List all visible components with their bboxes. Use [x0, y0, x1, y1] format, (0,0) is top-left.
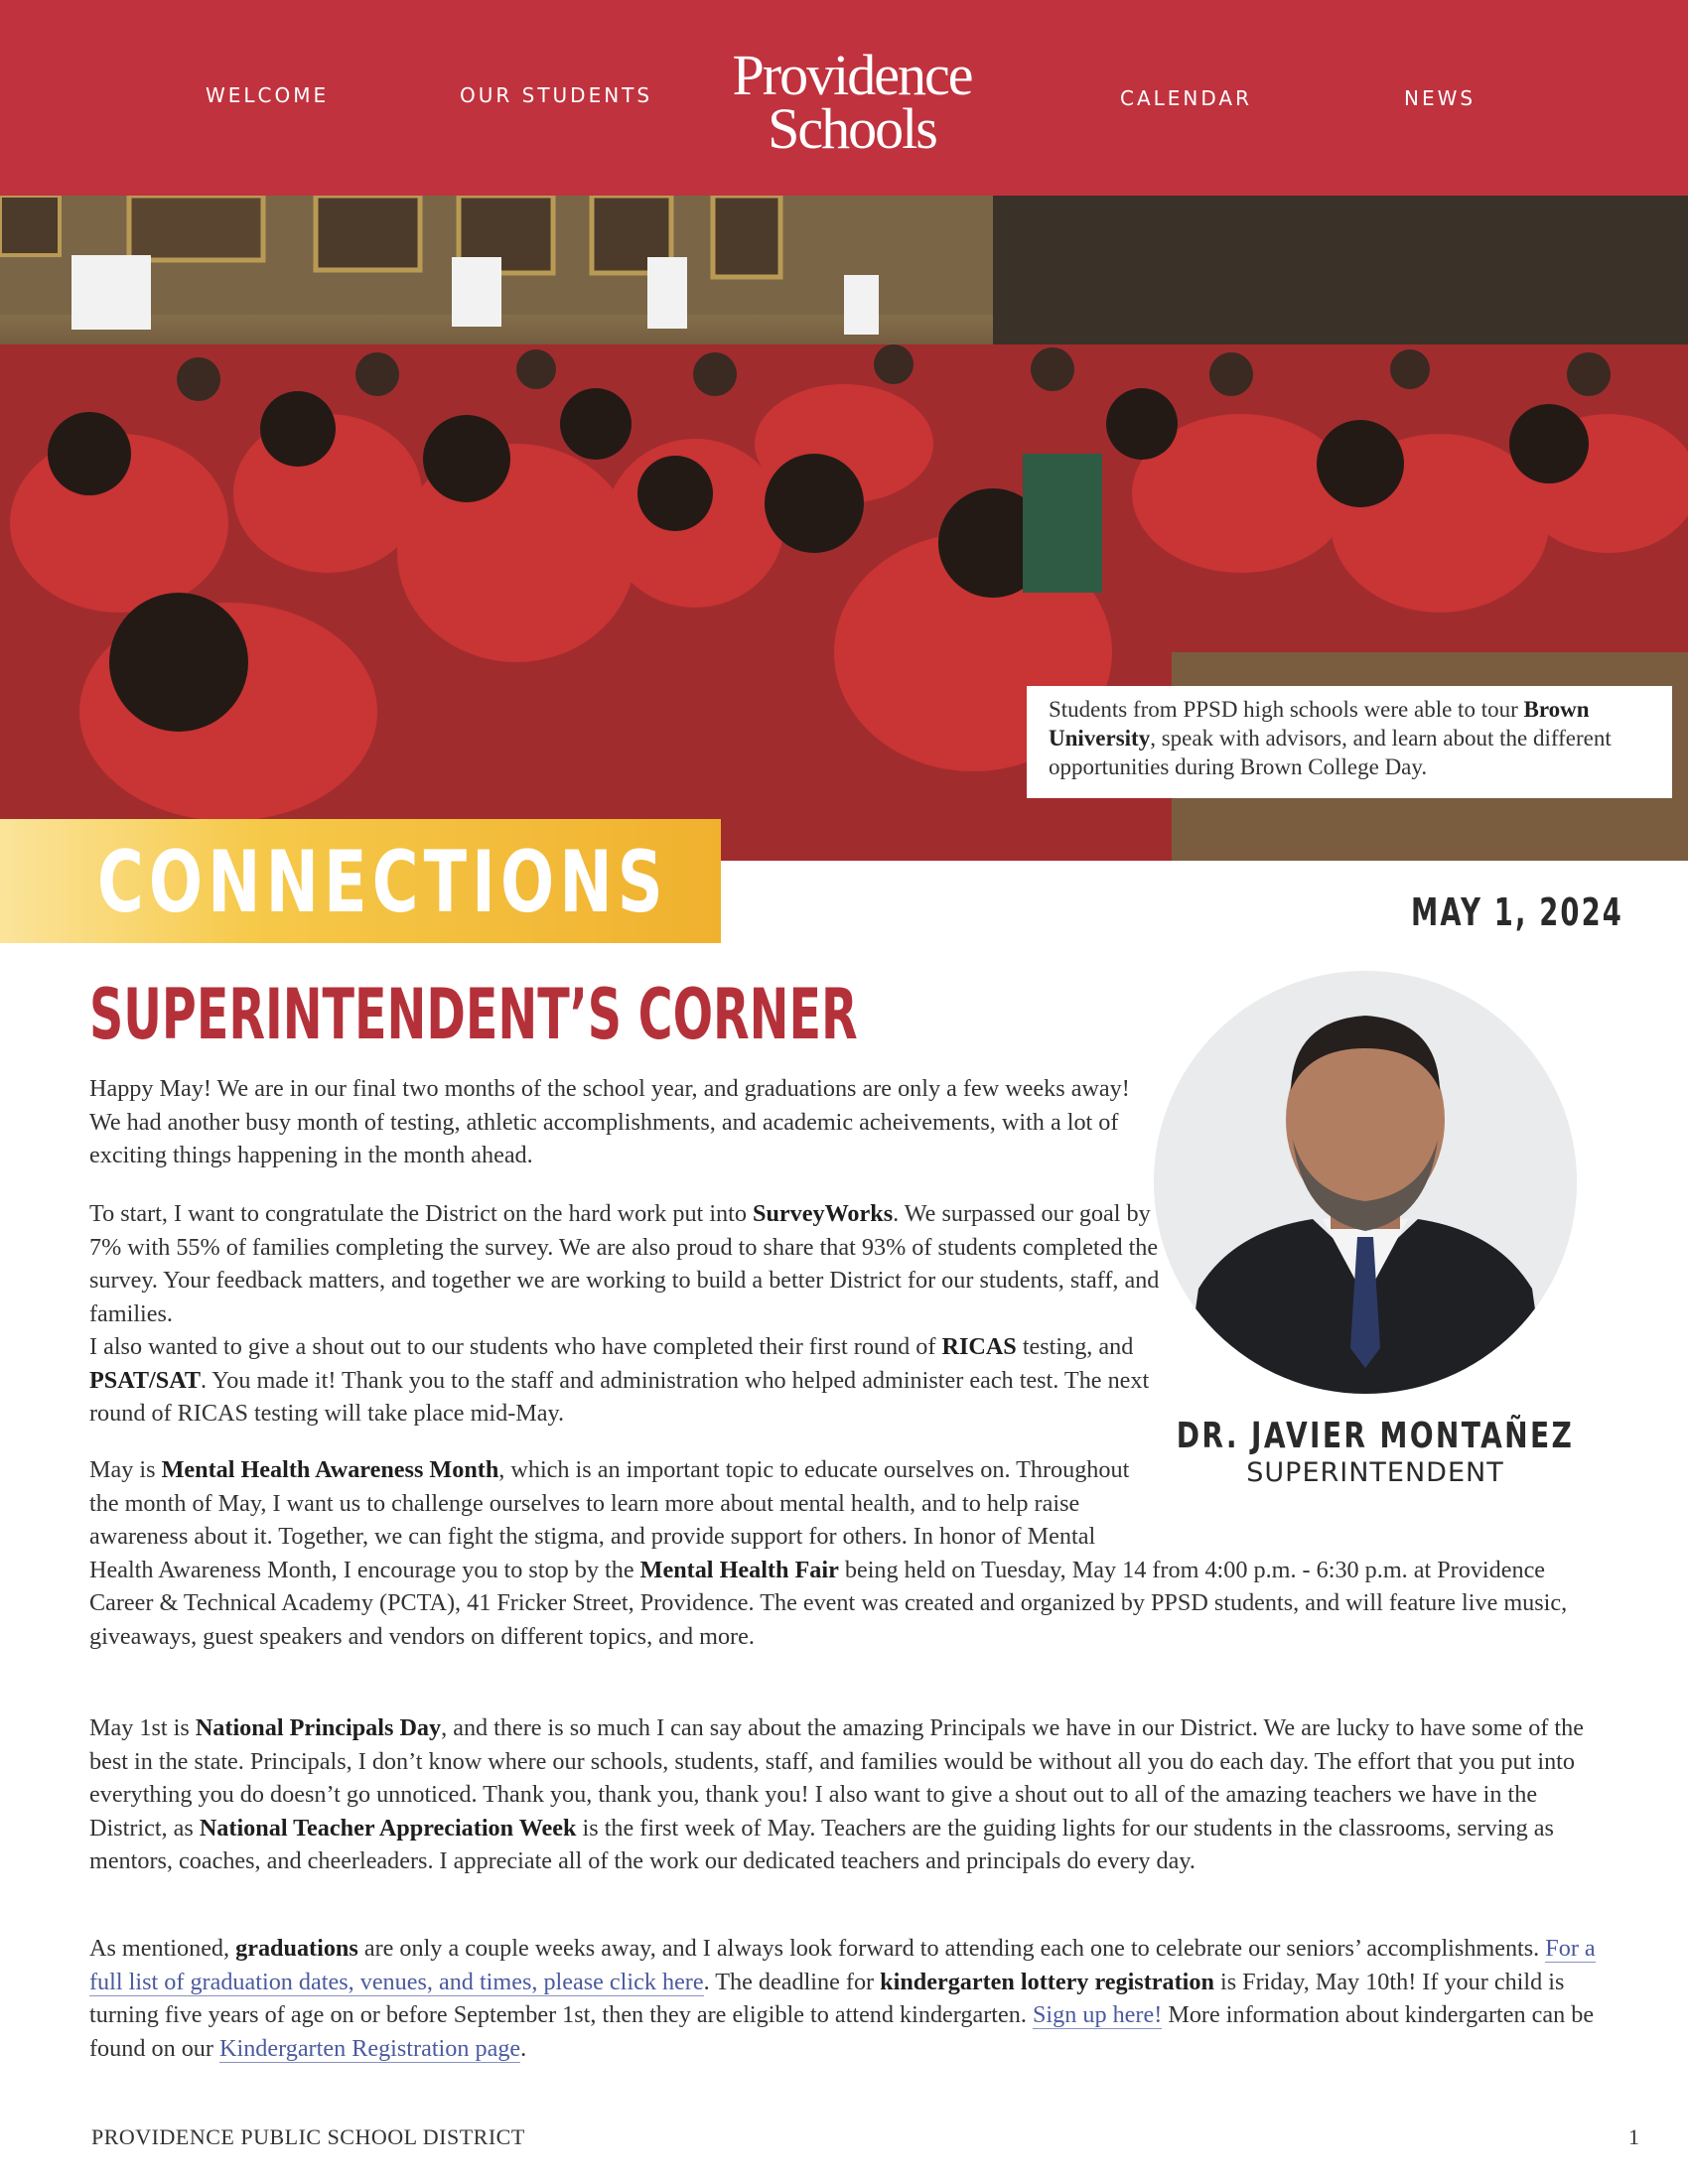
p5-graduations: graduations [235, 1935, 358, 1962]
nav-news[interactable]: NEWS [1404, 86, 1477, 110]
newsletter-title: CONNECTIONS [97, 833, 668, 932]
page-number: 1 [1628, 2124, 1639, 2149]
p3-mental-health-month: Mental Health Awareness Month [161, 1456, 499, 1483]
nav-our-students[interactable]: OUR STUDENTS [460, 83, 653, 107]
hero-photo-caption [1027, 686, 1672, 798]
p5-text-5: More information about kindergarten can be found on our [89, 2001, 1595, 2062]
paragraph-intro [89, 1072, 1142, 1172]
sign-up-link[interactable]: Sign up here! [1032, 2001, 1163, 2028]
caption-text-end: , speak with advisors, and learn about the different opportunities during Brown College Day. [1049, 726, 1612, 779]
p3-text-1: May is [89, 1456, 162, 1483]
paragraph-mental-health [89, 1453, 1589, 1653]
p5-text-6: . [520, 2034, 527, 2062]
p2-ricas: RICAS [941, 1333, 1017, 1360]
p2-surveyworks: SurveyWorks [753, 1200, 894, 1227]
caption-brown-university: Brown University [1049, 697, 1590, 751]
nav-calendar[interactable]: CALENDAR [1120, 86, 1253, 110]
footer-district-name: PROVIDENCE PUBLIC SCHOOL DISTRICT [91, 2124, 525, 2149]
paragraph-principals-day [89, 1711, 1599, 1878]
p5-text-3: . The deadline for [703, 1968, 881, 1995]
p2-text-3: I also wanted to give a shout out to our students who have completed their first round of [89, 1333, 942, 1360]
p5-kindergarten-lottery: kindergarten lottery registration [880, 1968, 1214, 1995]
kindergarten-registration-link[interactable]: Kindergarten Registration page [219, 2034, 521, 2062]
p4-text-1: May 1st is [89, 1714, 196, 1741]
logo-line-1: Providence [732, 43, 972, 107]
p2-text-4: testing, and [1016, 1333, 1134, 1360]
p3-text-2: , which is an important topic to educate ourselves on. Throughout the month of May, I want us to challenge ourselves to learn more about mental health, and to help raise awareness about it. Together, we can fight the stigma, and provide support for others. In honor of Mental Health Awareness Month, I encourage you to stop by the [89, 1456, 1130, 1583]
issue-date: MAY 1, 2024 [1411, 890, 1623, 934]
p3-text-3: being held on Tuesday, May 14 from 4:00 p.m. - 6:30 p.m. at Providence Career & Technical Academy (PCTA), 41 Fricker Street, Providence. The event was created and organized by PPSD students, and will feature live music, giveaways, guest speakers and vendors on different topics, and more. [89, 1556, 1568, 1650]
paragraph-intro-text: Happy May! We are in our final two months of the school year, and graduations are only a few weeks away! We had another busy month of testing, athletic accomplishments, and academic acheivements, with a lot of exciting things happening in the month ahead. [89, 1075, 1130, 1168]
p2-text-2: . We surpassed our goal by 7% with 55% of families completing the survey. We are also proud to share that 93% of students completed the survey. Your feedback matters, and together we are working to build a better District for our students, staff, and families. [89, 1200, 1160, 1327]
p4-principals-day: National Principals Day [195, 1714, 442, 1741]
section-heading: SUPERINTENDENT’S CORNER [89, 974, 858, 1055]
p4-teacher-week: National Teacher Appreciation Week [199, 1814, 577, 1842]
p2-text-1: To start, I want to congratulate the District on the hard work put into [89, 1200, 754, 1227]
graduation-schedule-link[interactable]: For a full list of graduation dates, venues, and times, please click here [89, 1935, 1596, 1995]
superintendent-name: DR. JAVIER MONTAÑEZ [1176, 1416, 1575, 1456]
p3-mental-health-fair: Mental Health Fair [639, 1556, 839, 1583]
logo-line-2: Schools [768, 96, 936, 161]
p4-text-2: , and there is so much I can say about the amazing Principals we have in our District. We are lucky to have some of the best in the state. Principals, I don’t know where our schools, students, staff, and families would be without all you do each day. The effort that you put into everything you do doesn’t go unnoticed. Thank you, thank you, thank you! I also want to give a shout out to all of the amazing teachers we have in the District, as [89, 1714, 1584, 1842]
caption-text-start: Students from PPSD high schools were able to tour [1049, 697, 1518, 722]
portrait-float-spacer [1152, 1453, 1589, 1553]
paragraph-surveyworks [89, 1197, 1162, 1431]
p5-text-4: is Friday, May 10th! If your child is turning five years of age on or before September 1st, then they are eligible to attend kindergarten. [89, 1968, 1565, 2028]
p5-text-2: are only a couple weeks away, and I always look forward to attending each one to celebrate our seniors’ accomplishments. [357, 1935, 1546, 1962]
superintendent-portrait [1154, 971, 1577, 1394]
p2-text-5: . You made it! Thank you to the staff and administration who helped administer each test. The next round of RICAS testing will take place mid-May. [89, 1366, 1150, 1427]
portrait-illustration [1154, 971, 1577, 1394]
p4-text-3: is the first week of May. Teachers are the guiding lights for our students in the classrooms, serving as mentors, coaches, and cheerleaders. I appreciate all of the work our dedicated teachers and principals do every day. [89, 1814, 1554, 1874]
p5-text-1: As mentioned, [89, 1935, 236, 1962]
paragraph-graduations [89, 1932, 1599, 2065]
p2-psat-sat: PSAT/SAT [89, 1366, 202, 1394]
providence-schools-logo[interactable] [723, 43, 981, 161]
nav-welcome[interactable]: WELCOME [206, 83, 330, 107]
superintendent-role: SUPERINTENDENT [1246, 1457, 1504, 1488]
